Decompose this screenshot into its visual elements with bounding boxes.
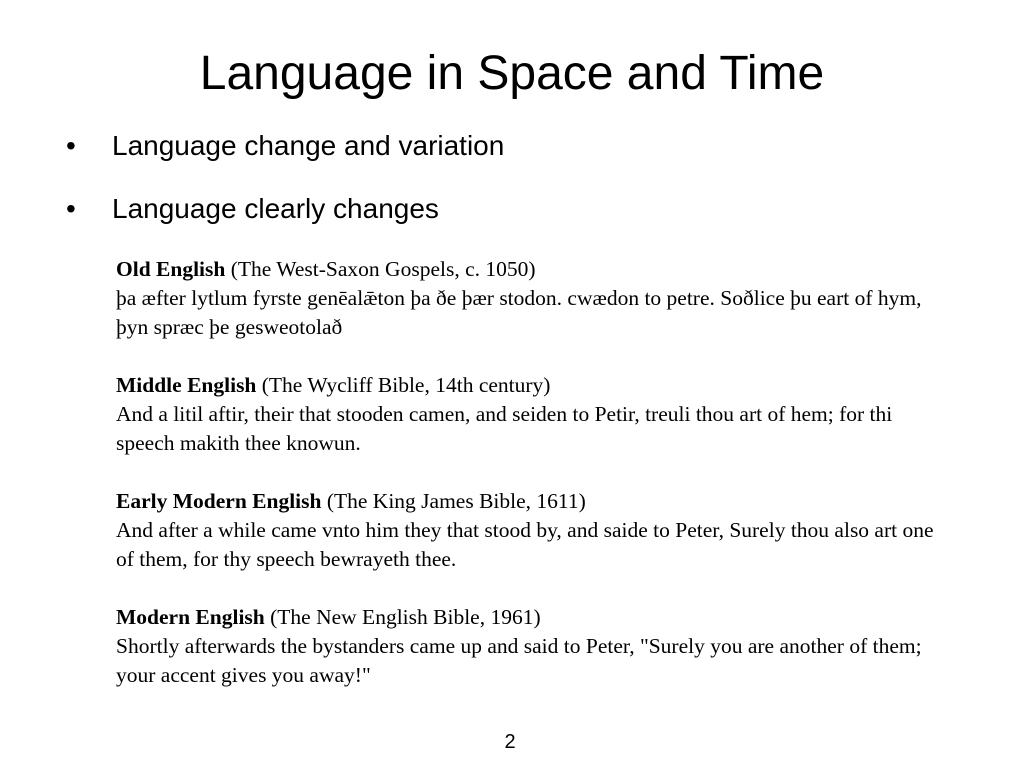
- excerpt-old-english: [116, 255, 946, 342]
- excerpt-heading: [116, 371, 946, 400]
- slide-title: Language in Space and Time: [199, 47, 825, 100]
- excerpt-source: (The Wycliff Bible, 14th century): [261, 373, 551, 397]
- excerpt-name: Early Modern English: [116, 489, 322, 513]
- excerpt-name: Modern English: [116, 605, 265, 629]
- bullet-text: Language change and variation: [112, 130, 505, 161]
- bullet-text: Language clearly changes: [112, 193, 439, 224]
- excerpt-name: Middle English: [116, 373, 257, 397]
- excerpt-early-modern-english: [116, 487, 946, 574]
- bullet-dot-icon: •: [66, 130, 76, 161]
- excerpt-name: Old English: [116, 257, 226, 281]
- excerpt-heading: [116, 603, 946, 632]
- excerpt-source: (The King James Bible, 1611): [326, 489, 586, 513]
- excerpt-heading: [116, 255, 946, 284]
- excerpt-modern-english: [116, 603, 946, 690]
- page-number: 2: [504, 731, 516, 753]
- excerpt-source: (The New English Bible, 1961): [270, 605, 541, 629]
- bullet-item: [62, 189, 504, 229]
- bullet-item: [62, 126, 504, 166]
- excerpt-text: Shortly afterwards the bystanders came up and said to Peter, "Surely you are another of them; your accent gives you away!": [116, 634, 922, 687]
- excerpt-heading: [116, 487, 946, 516]
- excerpt-text: þa æfter lytlum fyrste genēalǣton þa ðe þær stodon. cwædon to petre. Soðlice þu eart of hym, þyn spræc þe gesweotolað: [116, 286, 922, 339]
- excerpt-text: And a litil aftir, their that stooden camen, and seiden to Petir, treuli thou art of hem; for thi speech makith thee knowun.: [116, 402, 893, 455]
- excerpt-text: And after a while came vnto him they that stood by, and saide to Peter, Surely thou also art one of them, for thy speech bewrayeth thee.: [116, 518, 934, 571]
- excerpt-source: (The West-Saxon Gospels, c. 1050): [230, 257, 536, 281]
- excerpt-panel: [116, 255, 946, 719]
- bullet-dot-icon: •: [66, 193, 76, 224]
- excerpt-middle-english: [116, 371, 946, 458]
- bullet-list: [62, 126, 504, 252]
